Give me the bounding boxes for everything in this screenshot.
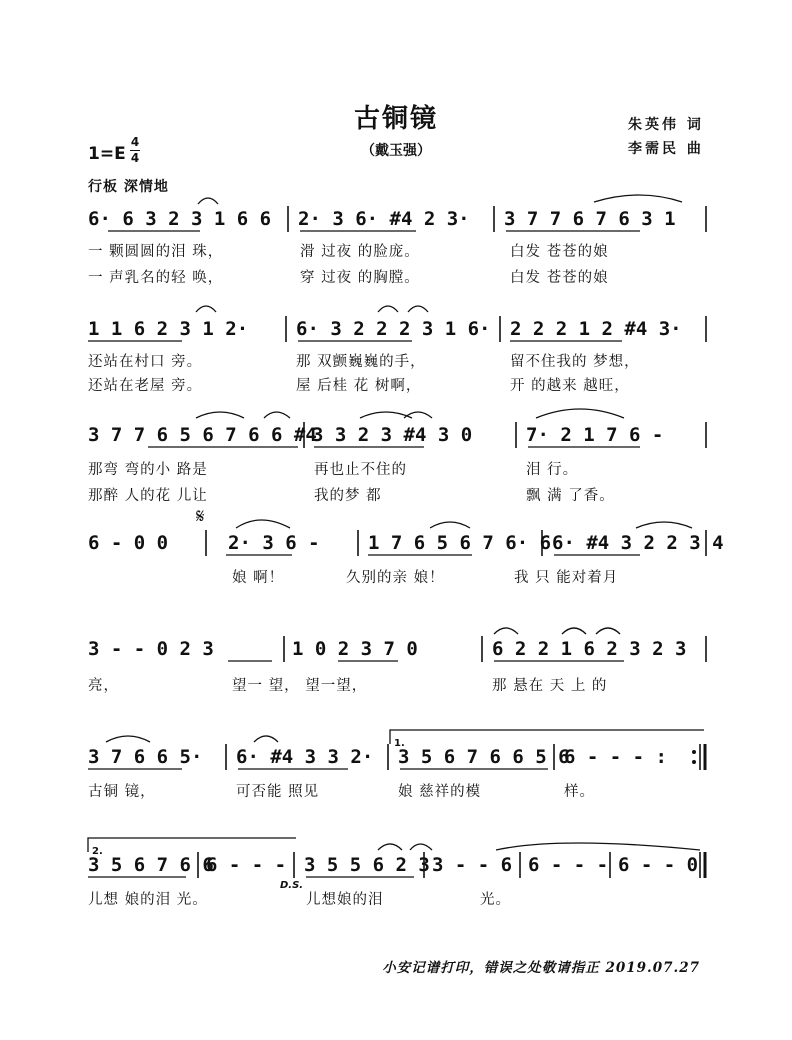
segno-sign: 𝄋 [196, 504, 205, 528]
notes-line-2-m2: 6· 3 2 2 2 3 1 6· [296, 318, 491, 340]
lyrics-line-2-v1-a: 还站在村口 旁。 [88, 354, 203, 370]
notes-line-7-m5: 6 - - - [528, 854, 609, 876]
notes-line-4-m4: 6· #4 3 2 2 3 4 [552, 532, 724, 554]
lyrics-line-1-v2-c: 白发 苍苍的娘 [510, 270, 609, 286]
lyrics-line-1-v2-b: 穿 过夜 的胸膛。 [300, 270, 420, 286]
lyrics-line-3-v2-b: 我的梦 都 [314, 488, 382, 504]
lyrics-line-5-a: 亮， [88, 678, 119, 694]
notes-line-2-m3: 2 2 2 1 2 #4 3· [510, 318, 682, 340]
notes-line-1-m2: 2· 3 6· #4 2 3· [298, 208, 470, 230]
key-signature: 1=E [88, 144, 126, 164]
composer-credit: 李需民 曲 [628, 141, 704, 157]
lyricist-credit: 朱英伟 词 [628, 117, 704, 133]
lyrics-line-3-v2-a: 那醉 人的花 儿让 [88, 488, 208, 504]
lyrics-line-6-d: 样。 [564, 784, 595, 800]
lyrics-line-4-b: 娘 啊！ [232, 570, 285, 586]
lyrics-line-2-v2-b: 屋 后桂 花 树啊， [296, 378, 422, 394]
notes-line-4-m3: 1 7 6 5 6 7 6· 6 [368, 532, 552, 554]
notes-line-7-m2: 6 - - - [206, 854, 287, 876]
notes-line-4-m1: 6 - 0 0 [88, 532, 169, 554]
lyrics-line-7-a: 儿想 娘的泪 光。 [88, 892, 208, 908]
notes-line-4-m2: 2· 3 6 - [228, 532, 320, 554]
song-title: 古铜镜 [353, 104, 438, 134]
notes-line-7-m4: 3 - - 6 [432, 854, 513, 876]
notes-line-1-m1: 6· 6 3 2 3 1 6 6 [88, 208, 272, 230]
lyrics-line-6-a: 古铜 镜， [88, 784, 156, 800]
lyrics-line-7-c: 光。 [480, 892, 511, 908]
tempo-marking: 行板 深情地 [88, 179, 169, 195]
notes-line-5-m2: 1 0 2 3 7 0 [292, 638, 418, 660]
lyrics-line-3-v1-a: 那弯 弯的小 路是 [88, 462, 208, 478]
volta-1-label: 1. [394, 738, 405, 749]
lyrics-line-5-c: 那 悬在 天 上 的 [492, 678, 608, 694]
notes-line-7-m3: 3 5 5 6 2 3 [304, 854, 430, 876]
notes-line-3-m1: 3 7 7 6 5 6 7 6 6 #4 [88, 424, 317, 446]
notes-line-1-m3: 3 7 7 6 7 6 3 1 [504, 208, 676, 230]
notes-line-3-m2: 3 3 2 3 #4 3 0 [312, 424, 473, 446]
notes-line-7-m1: 3 5 6 7 6 6 [88, 854, 214, 876]
volta-2-label: 2. [92, 846, 103, 857]
transcriber-note: 小安记谱打印，错误之处敬请指正 2019.07.27 [382, 960, 700, 976]
lyrics-line-1-v1-b: 滑 过夜 的脸庞。 [300, 244, 420, 260]
lyrics-line-6-c: 娘 慈祥的模 [398, 784, 482, 800]
lyrics-line-1-v2-a: 一 声乳名的轻 唤， [88, 270, 224, 286]
notes-line-5-m3: 6 2 2 1 6 2 3 2 3 [492, 638, 687, 660]
singer-credit: （戴玉强） [361, 143, 431, 159]
lyrics-line-4-d: 我 只 能对着月 [514, 570, 619, 586]
time-signature-top: 4 [130, 135, 140, 149]
lyrics-line-2-v2-a: 还站在老屋 旁。 [88, 378, 203, 394]
lyrics-line-2-v1-c: 留不住我的 梦想， [510, 354, 640, 370]
time-signature-bottom: 4 [130, 151, 140, 165]
notes-line-6-m4: 6 - - - : [564, 746, 667, 768]
notes-line-2-m1: 1 1 6 2 3 1 2· [88, 318, 249, 340]
notes-line-6-m1: 3 7 6 6 5· [88, 746, 203, 768]
lyrics-line-6-b: 可否能 照见 [236, 784, 320, 800]
notes-line-7-m6: 6 - - 0 [618, 854, 699, 876]
notes-line-5-m1: 3 - - 0 2 3 [88, 638, 214, 660]
lyrics-line-2-v1-b: 那 双颤巍巍的手， [296, 354, 426, 370]
lyrics-line-1-v1-a: 一 颗圆圆的泪 珠， [88, 244, 224, 260]
lyrics-line-4-c: 久别的亲 娘！ [346, 570, 445, 586]
notes-line-6-m2: 6· #4 3 3 2· [236, 746, 374, 768]
lyrics-line-3-v1-b: 再也止不住的 [314, 462, 407, 478]
lyrics-line-1-v1-c: 白发 苍苍的娘 [510, 244, 609, 260]
lyrics-line-2-v2-c: 开 的越来 越旺， [510, 378, 630, 394]
lyrics-line-7-b: 儿想娘的泪 [306, 892, 384, 908]
notes-line-6-m3: 3 5 6 7 6 6 5 6 [398, 746, 570, 768]
lyrics-line-3-v1-c: 泪 行。 [526, 462, 579, 478]
notes-line-3-m3: 7· 2 1 7 6 - [526, 424, 664, 446]
lyrics-line-3-v2-c: 飘 满 了香。 [526, 488, 615, 504]
lyrics-line-5-b: 望一 望， 望一望， [232, 678, 368, 694]
ds-marking: D.S. [280, 880, 304, 891]
